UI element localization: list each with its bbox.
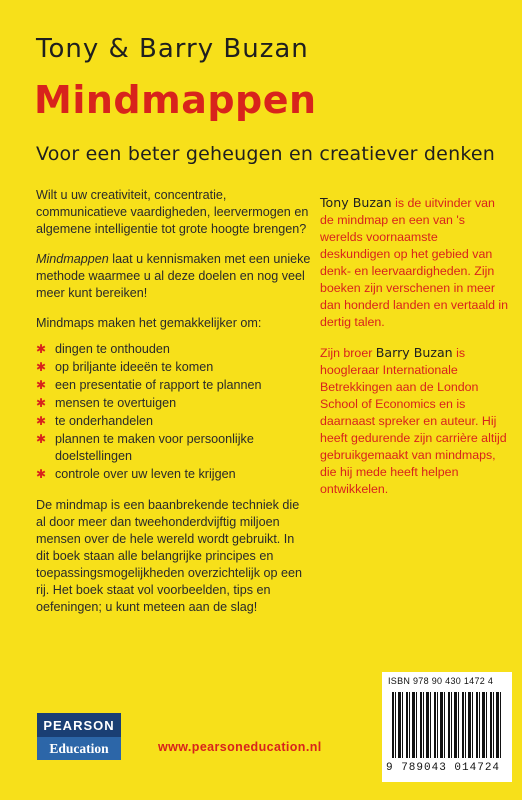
technique-paragraph: De mindmap is een baanbrekende techniek die al door meer dan tweehonderdvijftig miljoen mensen over de hele wereld wordt gebruikt. In dit boek staan alle belangrijke principes en toepassingsmogelijkheden overzichtelijk op een rij. Het boek staat vol voorbeelden, tips en oefeningen; u kunt meteen aan de slag!: [36, 498, 303, 614]
star-bullet-icon: ✱: [36, 432, 47, 446]
book-title: Mindmappen: [34, 78, 317, 122]
pearson-logo-top: PEARSON: [37, 713, 121, 737]
barry-name: Barry Buzan: [375, 345, 453, 360]
method-text: laat u kennismaken met een unieke methode waarmee u al deze doelen en nog veel meer kunt bereiken!: [36, 252, 311, 300]
star-bullet-icon: ✱: [36, 396, 47, 410]
list-item: ✱ controle over uw leven te krijgen: [36, 467, 236, 481]
barcode: [382, 672, 512, 782]
list-item: ✱ mensen te overtuigen: [36, 396, 177, 410]
list-intro: Mindmaps maken het gemakkelijker om:: [36, 316, 262, 330]
publisher-url[interactable]: www.pearsoneducation.nl: [158, 740, 322, 754]
barcode-digits: 9 789043 014724: [386, 762, 501, 774]
star-bullet-icon: ✱: [36, 467, 47, 481]
barry-bio-intro: Zijn broer: [320, 346, 376, 360]
barry-bio-text: is hoogleraar Internationale Betrekkingen aan de London School of Economics en is daarnaast spreker en auteur. Hij heeft gedurende zijn carrière altijd gebruikgemaakt van mindmaps, die hij mede heeft helpen ontwikkelen.: [320, 346, 507, 496]
tony-name: Tony Buzan: [320, 195, 392, 210]
method-paragraph: [36, 251, 311, 302]
benefits-list: [36, 341, 311, 483]
isbn-label: ISBN 978 90 430 1472 4: [388, 676, 494, 686]
method-title: Mindmappen: [36, 252, 109, 266]
tony-bio: [320, 194, 510, 331]
authors: Tony & Barry Buzan: [36, 34, 309, 64]
list-item: ✱ op briljante ideeën te komen: [36, 360, 214, 374]
left-column: [36, 187, 311, 629]
star-bullet-icon: ✱: [36, 378, 47, 392]
tony-bio-text: is de uitvinder van de mindmap en een van 's werelds voornaamste deskundigen op het gebied van denk- en leervaardigheden. Zijn boeken zijn verschenen in meer dan honderd landen en vertaald in dertig talen.: [320, 196, 509, 329]
intro-paragraph: Wilt u uw creativiteit, concentratie, communicatieve vaardigheden, leervermogen en algemene intelligentie tot grote hoogte brengen?: [36, 188, 309, 236]
book-subtitle: Voor een beter geheugen en creatiever denken: [36, 143, 495, 165]
pearson-logo-bottom: Education: [37, 737, 121, 760]
list-item: ✱ plannen te maken voor persoonlijke doelstellingen: [36, 432, 254, 463]
star-bullet-icon: ✱: [36, 360, 47, 374]
barcode-bars: [392, 692, 504, 758]
barry-bio: [320, 344, 510, 498]
list-item: ✱ te onderhandelen: [36, 414, 154, 428]
right-column: [320, 194, 510, 511]
list-item: ✱ dingen te onthouden: [36, 342, 170, 356]
pearson-logo: [37, 713, 121, 760]
star-bullet-icon: ✱: [36, 414, 47, 428]
list-item: ✱ een presentatie of rapport te plannen: [36, 378, 262, 392]
star-bullet-icon: ✱: [36, 342, 47, 356]
